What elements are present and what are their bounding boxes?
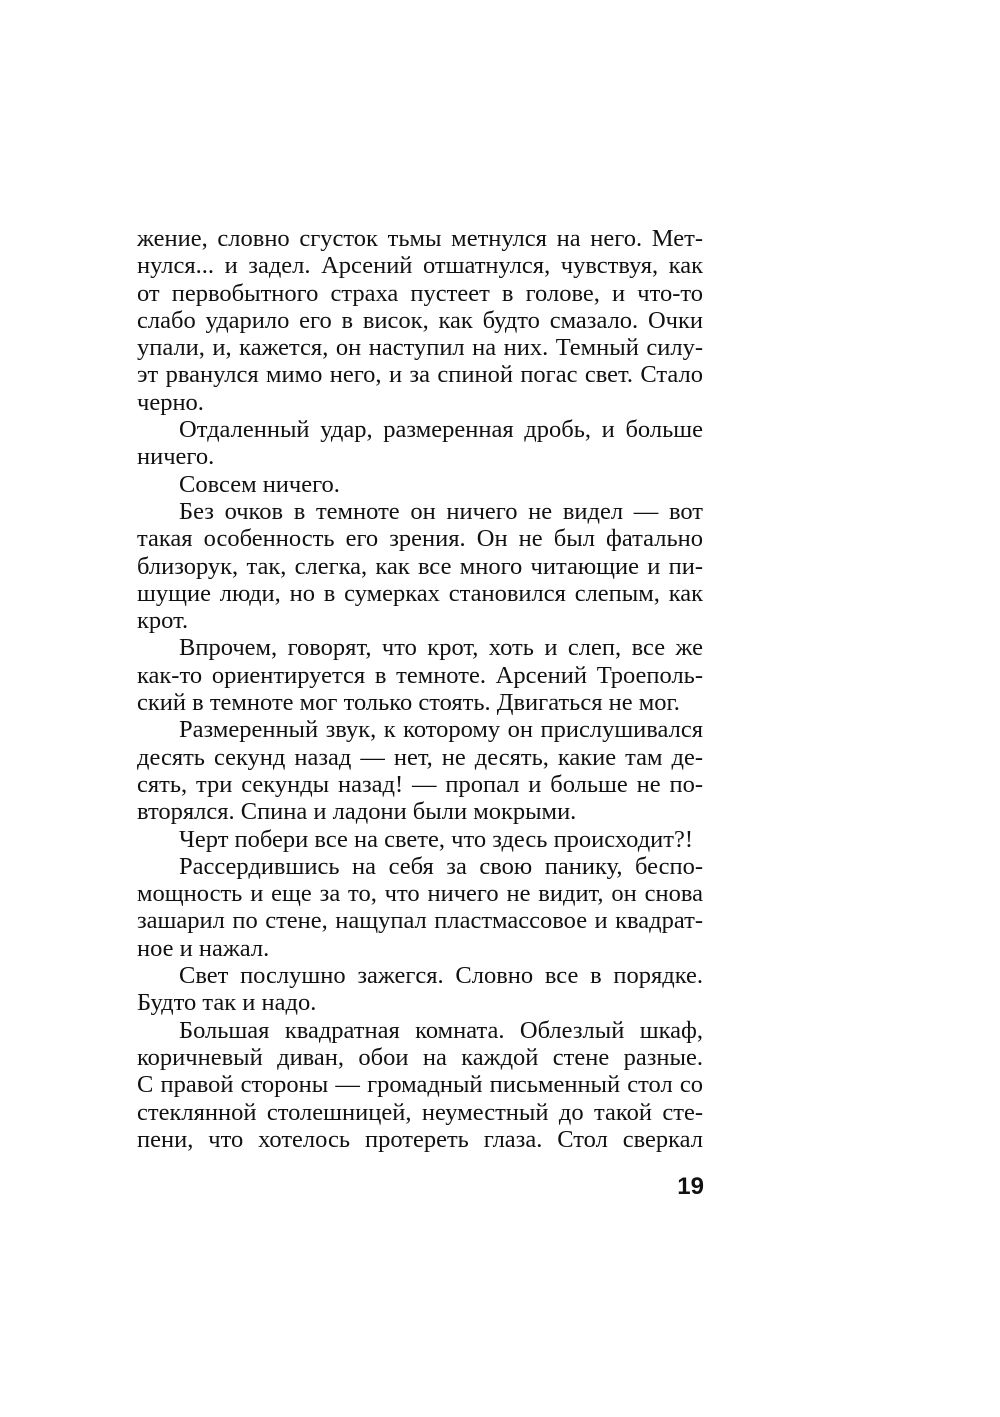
text-line: как-то ориентируется в темноте. Арсений Троеполь- [137, 661, 703, 689]
text-line: Без очков в темноте он ничего не видел — вот [179, 497, 703, 525]
text-line: Впрочем, говорят, что крот, хоть и слеп, все же [179, 634, 703, 662]
text-line: близорук, так, слегка, как все много читающие и пи- [137, 552, 703, 580]
text-line: ное и нажал. [137, 934, 270, 962]
text-line: жение, словно сгусток тьмы метнулся на него. Мет- [137, 225, 703, 252]
text-line: Размеренный звук, к которому он прислушивался [179, 716, 703, 744]
text-line: зашарил по стене, нащупал пластмассовое и квадрат- [137, 907, 703, 935]
text-line: пени, что хотелось протереть глаза. Стол сверкал [137, 1125, 703, 1153]
text-line: слабо ударило его в висок, как будто смазало. Очки [137, 306, 703, 334]
text-line: Отдаленный удар, размеренная дробь, и больше [179, 416, 703, 444]
text-line: эт рванулся мимо него, и за спиной погас свет. Стало [137, 361, 703, 389]
text-line: такая особенность его зрения. Он не был фатально [137, 525, 703, 553]
text-line: ничего. [137, 443, 215, 471]
text-line: черно. [137, 388, 204, 416]
text-line: десять секунд назад — нет, не десять, какие там де- [137, 743, 703, 771]
page-number: 19 [677, 1173, 704, 1200]
text-line: сять, три секунды назад! — пропал и больше не по- [137, 770, 703, 798]
text-line: Рассердившись на себя за свою панику, беспо- [179, 852, 703, 880]
text-line: ский в темноте мог только стоять. Двигаться не мог. [137, 689, 680, 717]
body-text [137, 225, 703, 1153]
text-line: шущие люди, но в сумерках становился слепым, как [137, 579, 703, 607]
text-line: от первобытного страха пустеет в голове, и что-то [137, 279, 703, 307]
text-line: стеклянной столешницей, неуместный до такой сте- [137, 1098, 703, 1126]
text-line: Будто так и надо. [137, 989, 317, 1017]
text-line: мощность и еще за то, что ничего не видит, он снова [137, 880, 703, 908]
text-line: вторялся. Спина и ладони были мокрыми. [137, 798, 577, 826]
text-line: С правой стороны — громадный письменный стол со [137, 1071, 703, 1099]
text-line: коричневый диван, обои на каждой стене разные. [137, 1043, 703, 1071]
text-line: упали, и, кажется, он наступил на них. Темный силу- [137, 334, 703, 362]
text-line: Совсем ничего. [179, 470, 340, 498]
text-line: Свет послушно зажегся. Словно все в порядке. [179, 962, 703, 990]
text-line: Большая квадратная комната. Облезлый шкаф, [179, 1016, 703, 1044]
text-line: нулся... и задел. Арсений отшатнулся, чувствуя, как [137, 252, 703, 280]
text-line: крот. [137, 607, 189, 635]
text-line: Черт побери все на свете, что здесь происходит?! [179, 825, 694, 853]
